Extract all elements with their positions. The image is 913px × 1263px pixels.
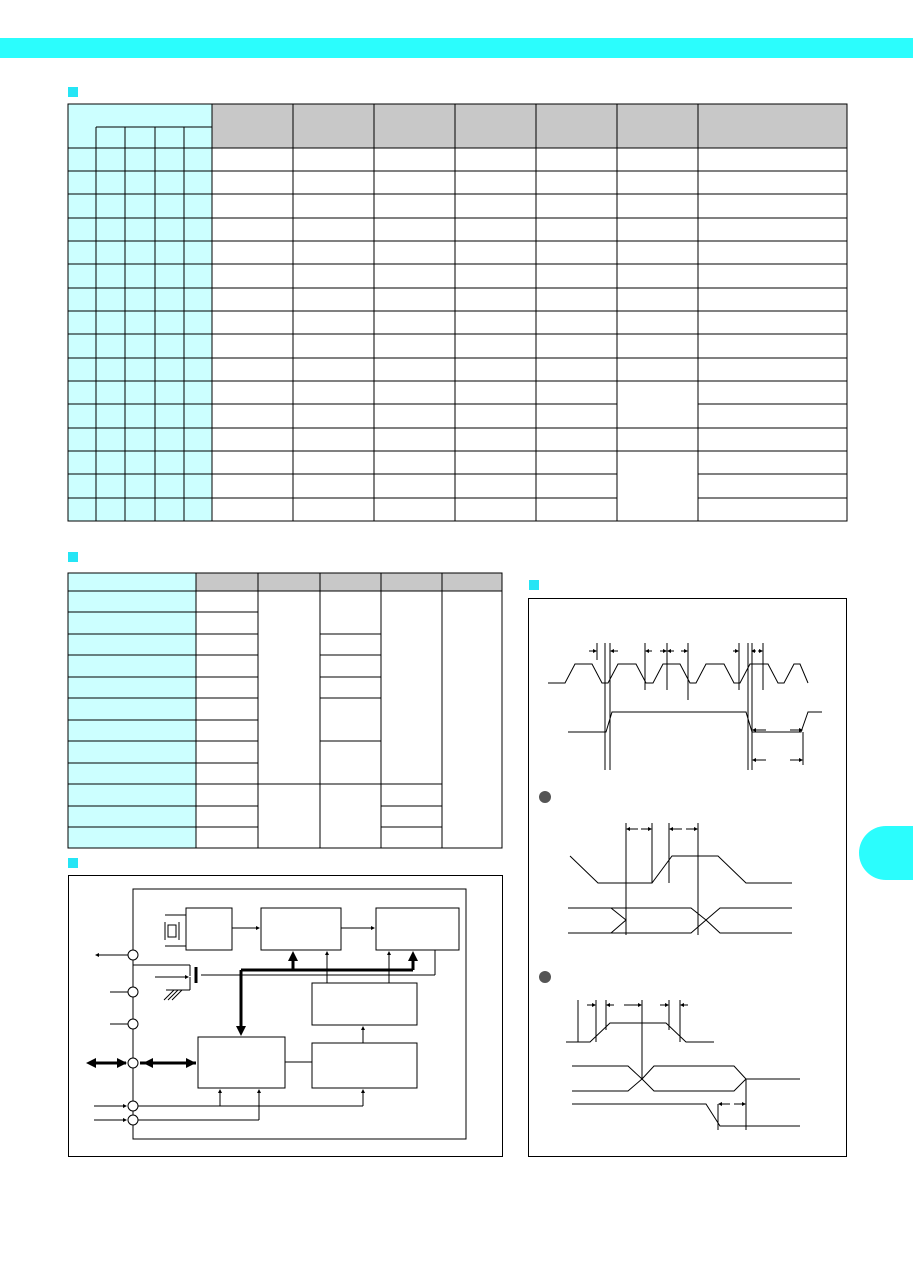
timing-diagram-frame: [528, 598, 847, 1157]
block-diagram-frame: [68, 875, 503, 1157]
section-bullet-timing: [529, 580, 539, 590]
section-bullet-register-table: [68, 87, 78, 97]
header-band: [0, 38, 913, 58]
section-bullet-block-diagram: [68, 858, 78, 868]
section-bullet-pin-table: [68, 552, 78, 562]
side-index-tab[interactable]: [859, 826, 913, 880]
